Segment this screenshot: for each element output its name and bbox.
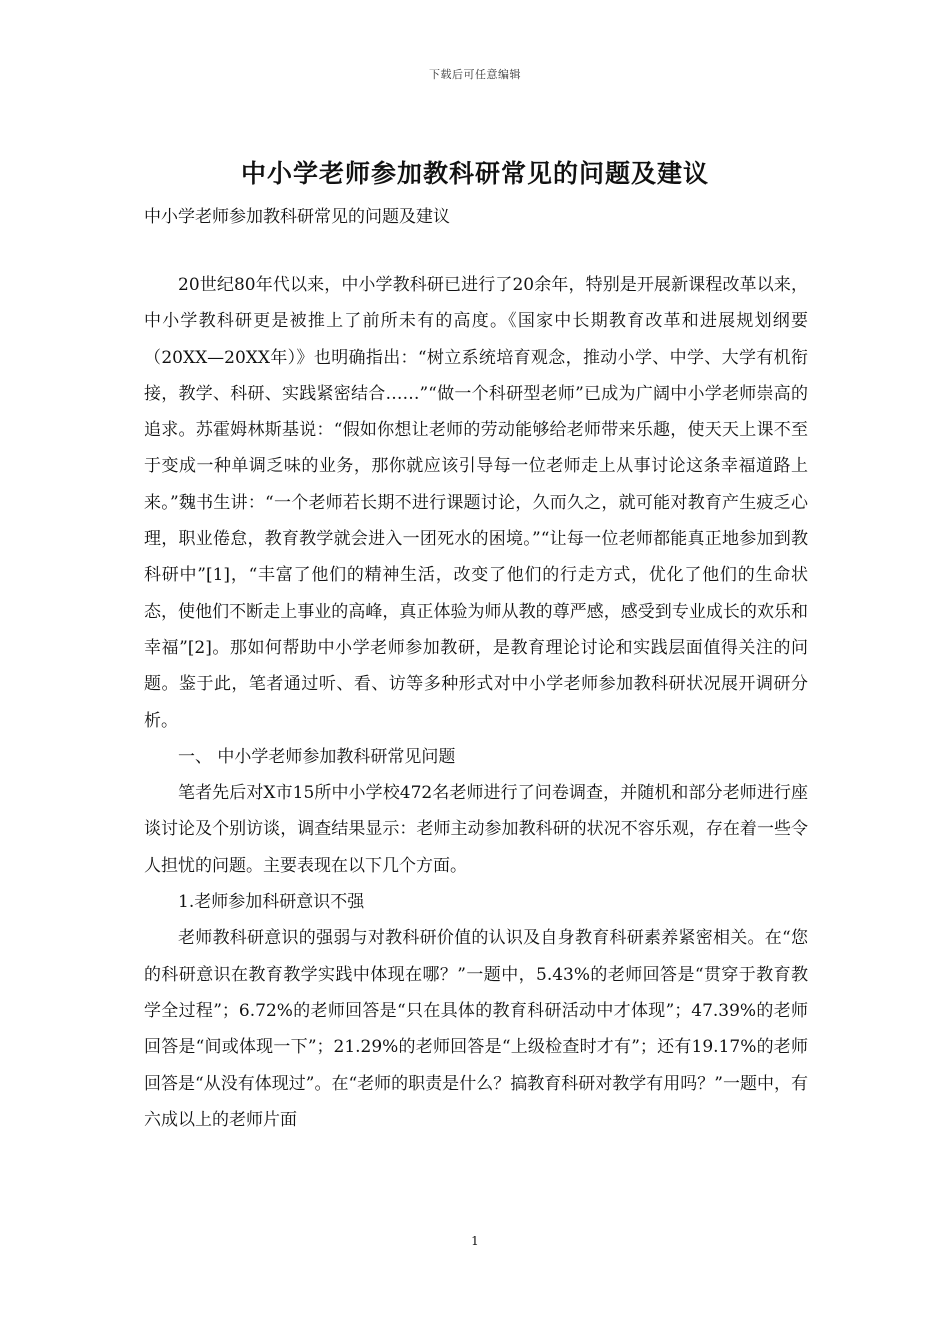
section-heading: 一、 中小学老师参加教科研常见问题 [178,746,456,767]
survey-paragraph: 笔者先后对X市15所中小学校472名老师进行了问卷调查，并随机和部分老师进行座谈讨论及个别访谈，调查结果显示：老师主动参加教科研的状况不容乐观，存在着一些令人担忧的问题。主要表现在以下几个方面。 [144,783,808,876]
document-subtitle: 中小学老师参加教科研常见的问题及建议 [144,207,450,227]
subsection-heading: 1.老师参加科研意识不强 [178,892,365,913]
intro-paragraph: 20世纪80年代以来，中小学教科研已进行了20余年，特别是开展新课程改革以来，中小学教科研更是被推上了前所未有的高度。《国家中长期教育改革和进展规划纲要（20XX—20XX年）》也明确指出：“树立系统培育观念，推动小学、中学、大学有机衔接，教学、科研、实践紧密结合……”“做一个科研型老师”已成为广阔中小学老师崇高的追求。苏霍姆林斯基说：“假如你想让老师的劳动能够给老师带来乐趣，使天天上课不至于变成一种单调乏味的业务，那你就应该引导每一位老师走上从事讨论这条幸福道路上来。”魏书生讲：“一个老师若长期不进行课题讨论，久而久之，就可能对教育产生疲乏心理，职业倦怠，教育教学就会进入一团死水的困境。”“让每一位老师都能真正地参加到教科研中”[1]，“丰富了他们的精神生活，改变了他们的行走方式，优化了他们的生命状态，使他们不断走上事业的高峰，真正体验为师从教的尊严感，感受到专业成长的欢乐和幸福”[2]。那如何帮助中小学老师参加教研，是教育理论讨论和实践层面值得关注的问题。鉴于此，笔者通过听、看、访等多种形式对中小学老师参加教科研状况展开调研分析。 [144,275,808,731]
page-title: 中小学老师参加教科研常见的问题及建议 [240,159,709,188]
header-note: 下载后可任意编辑 [429,68,521,81]
awareness-paragraph: 老师教科研意识的强弱与对教科研价值的认识及自身教育科研素养紧密相关。在“您的科研意识在教育教学实践中体现在哪？”一题中，5.43%的老师回答是“贯穿于教育教学全过程”；6.72%的老师回答是“只在具体的教育科研活动中才体现”；47.39%的老师回答是“间或体现一下”；21.29%的老师回答是“上级检查时才有”；还有19.17%的老师回答是“从没有体现过”。在“老师的职责是什么？搞教育科研对教学有用吗？”一题中，有六成以上的老师片面 [144,928,808,1130]
document-body [144,267,808,1138]
page-number: 1 [471,1234,479,1248]
